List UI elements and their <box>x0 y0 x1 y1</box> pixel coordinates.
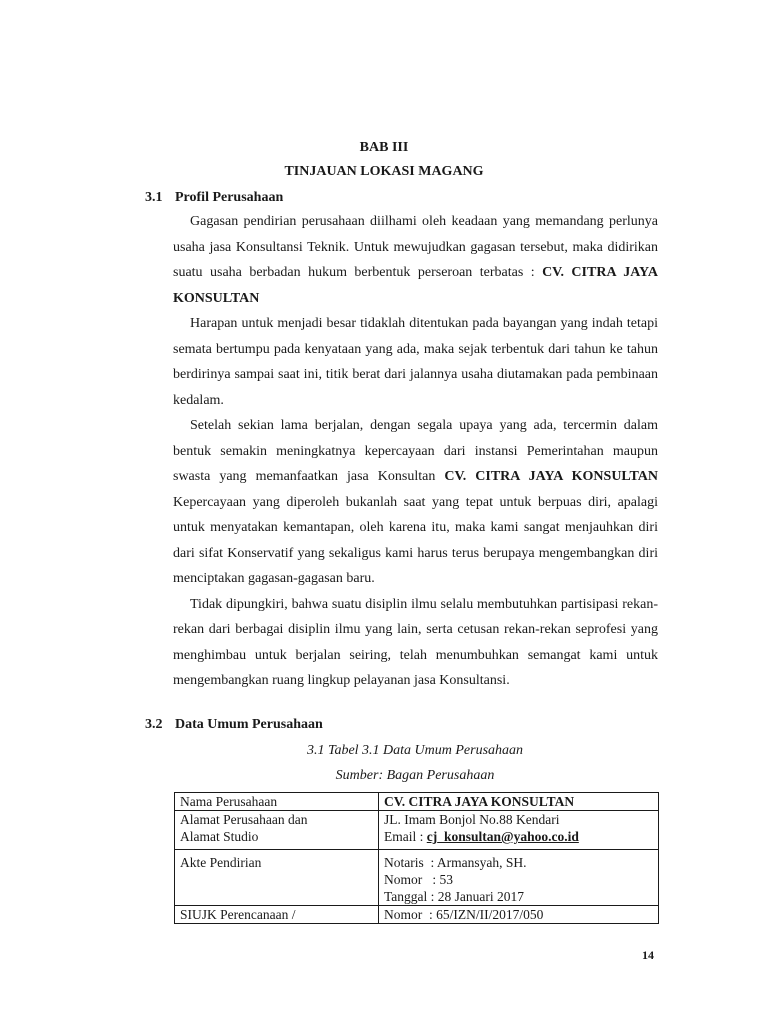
paragraph-1 <box>173 209 658 311</box>
email-line <box>384 828 653 849</box>
table-cell-value <box>379 811 659 850</box>
table-source: Sumber: Bagan Perusahaan <box>335 768 495 783</box>
paragraph-text: Setelah sekian lama berjalan, dengan segala upaya yang ada, tercermin dalam bentuk semakin meningkatnya kepercayaan dari instansi Pemerintahan maupun swasta yang memanfaatkan jasa Konsultan <box>173 418 658 484</box>
section-number: 3.1 <box>145 190 163 205</box>
chapter-label: BAB III <box>359 140 409 155</box>
page-number: 14 <box>642 948 654 962</box>
paragraph-text: Kepercayaan yang diperoleh bukanlah saat yang tepat untuk berpuas diri, apalagi untuk menyatakan kemantapan, oleh karena itu, maka kami sangat menjauhkan diri dari sifat Konservatif yang sekaligus kami harus terus berupaya mengembangkan diri menciptakan gagasan-gagasan baru. <box>173 494 658 586</box>
paragraph-4: Tidak dipungkiri, bahwa suatu disiplin ilmu selalu membutuhkan partisipasi rekan-rekan dari berbagai disiplin ilmu yang lain, serta cetusan rekan-rekan seprofesi yang menghimbau untuk berjalan seiring, telah menumbuhkan semangat kami untuk mengembangkan ruang lingkup pelayanan jasa Konsultansi. <box>173 596 658 688</box>
table-row <box>175 811 659 850</box>
table-cell-value <box>379 850 659 906</box>
section-number: 3.2 <box>145 717 163 732</box>
address-line: JL. Imam Bonjol No.88 Kendari <box>384 812 560 827</box>
table-cell-key: Nama Perusahaan <box>175 793 379 811</box>
nomor-line: Nomor : 53 <box>384 872 453 887</box>
company-data-table <box>174 792 659 924</box>
section-title: Profil Perusahaan <box>175 190 284 205</box>
table-cell-value: Nomor : 65/IZN/II/2017/050 <box>379 906 659 924</box>
table-cell-key <box>175 811 379 850</box>
table-row <box>175 906 659 924</box>
email-link[interactable]: cj_konsultan@yahoo.co.id <box>426 829 579 844</box>
key-line: Alamat Perusahaan dan <box>180 812 308 827</box>
email-label: Email : <box>384 829 427 844</box>
paragraph-3 <box>173 413 658 592</box>
section-heading-3-2 <box>145 717 323 733</box>
table-row <box>175 850 659 906</box>
company-name: CV. CITRA JAYA KONSULTAN <box>444 469 658 484</box>
tanggal-line: Tanggal : 28 Januari 2017 <box>384 889 525 904</box>
table-row <box>175 793 659 811</box>
section-heading-3-1 <box>145 190 283 206</box>
table-caption: 3.1 Tabel 3.1 Data Umum Perusahaan <box>306 743 524 758</box>
key-line: Alamat Studio <box>180 829 259 844</box>
section-title: Data Umum Perusahaan <box>175 717 323 732</box>
chapter-title: TINJAUAN LOKASI MAGANG <box>284 164 484 179</box>
body-text <box>173 209 658 694</box>
paragraph-text: Gagasan pendirian perusahaan diilhami oleh keadaan yang memandang perlunya usaha jasa Konsultansi Teknik. Untuk mewujudkan gagasan tersebut, maka didirikan suatu usaha berbadan hukum berbentuk perseroan terbatas : <box>173 214 658 280</box>
company-name: CV. CITRA JAYA KONSULTAN <box>173 265 658 306</box>
table-cell-key: Akte Pendirian <box>175 850 379 906</box>
table-cell-key: SIUJK Perencanaan / <box>175 906 379 924</box>
paragraph-2: Harapan untuk menjadi besar tidaklah ditentukan pada bayangan yang indah tetapi semata bertumpu pada kenyataan yang ada, maka sejak terbentuk dari tahun ke tahun berdirinya sampai saat ini, titik berat dari jalannya usaha diutamakan pada pembinaan kedalam. <box>173 316 658 408</box>
notaris-line: Notaris : Armansyah, SH. <box>384 855 527 870</box>
table-cell-value: CV. CITRA JAYA KONSULTAN <box>379 793 659 811</box>
